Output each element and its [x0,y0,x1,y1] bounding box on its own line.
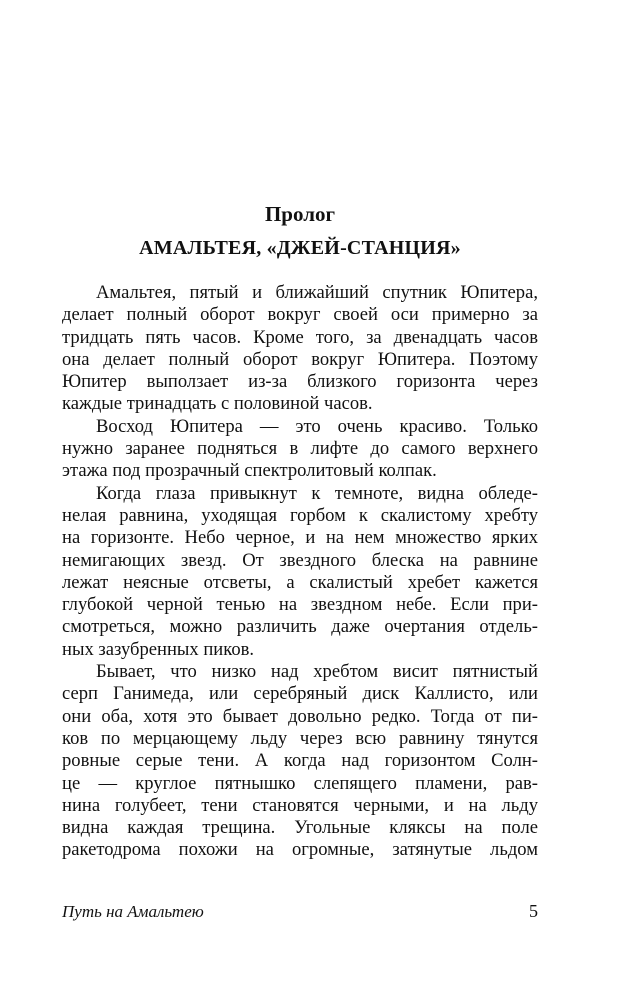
text-line: Юпитер выползает из-за близкого горизонта через [62,371,538,393]
text-line: каждые тринадцать с половиной часов. [62,393,373,415]
text-line: серп Ганимеда, или серебряный диск Каллисто, или [62,683,538,705]
running-footer-title: Путь на Амальтею [62,902,204,921]
book-page [62,0,538,1000]
text-line: ракетодрома похожи на огромные, затянутые льдом [62,839,538,861]
text-line: смотреться, можно различить даже очертания отдель- [62,616,538,638]
text-line: це — круглое пятнышко слепящего пламени, рав- [62,772,538,794]
text-line: нина голубеет, тени становятся черными, и на льду [62,794,538,816]
chapter-subtitle: АМАЛЬТЕЯ, «ДЖЕЙ-СТАНЦИЯ» [139,237,461,259]
chapter-title: Пролог [264,202,336,226]
paragraph [62,282,538,416]
text-line: ных зазубренных пиков. [62,638,255,660]
text-line: тридцать пять часов. Кроме того, за двенадцать часов [62,326,538,348]
text-line: делает полный оборот вокруг своей оси примерно за [62,304,538,326]
body-text [62,282,538,862]
paragraph [62,483,538,661]
text-line: этажа под прозрачный спектролитовый колпак. [62,460,437,482]
text-line: Восход Юпитера — это очень красиво. Только [96,415,538,437]
text-line: нужно заранее подняться в лифте до самого верхнего [62,438,538,460]
text-line: ровные серые тени. А когда над горизонтом Солн- [62,750,538,772]
text-line: немигающих звезд. От звездного блеска на равнине [62,549,538,571]
text-line: лежат неясные отсветы, а скалистый хребет кажется [62,571,538,593]
text-line: глубокой черной тенью на звездном небе. Если при- [62,594,538,616]
text-line: Когда глаза привыкнут к темноте, видна обледе- [96,482,538,504]
text-line: нелая равнина, уходящая горбом к скалистому хребту [62,504,538,526]
paragraph [62,416,538,483]
text-line: ков по мерцающему льду через всю равнину тянутся [62,727,538,749]
text-line: видна каждая трещина. Угольные кляксы на поле [62,817,538,839]
text-line: Бывает, что низко над хребтом висит пятнистый [96,661,538,683]
text-line: Амальтея, пятый и ближайший спутник Юпитера, [96,282,538,303]
text-line: они оба, хотя это бывает довольно редко. Тогда от пи- [62,705,538,727]
paragraph [62,661,538,862]
text-line: на горизонте. Небо черное, и на нем множество ярких [62,527,538,549]
text-line: она делает полный оборот вокруг Юпитера. Поэтому [62,348,538,370]
page-number: 5 [529,901,538,921]
